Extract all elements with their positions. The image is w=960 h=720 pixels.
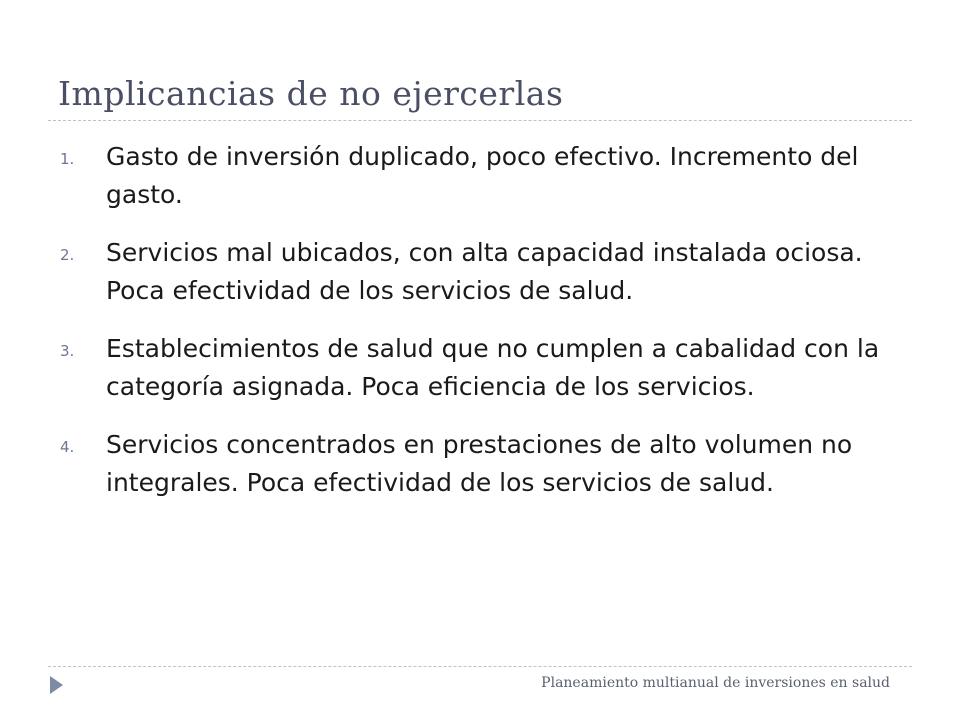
list-item [60,234,900,310]
list-item-number: 2. [60,246,75,264]
list-item-number: 4. [60,438,75,456]
list-item-text: Servicios mal ubicados, con alta capacidad instalada ociosa. Poca efectividad de los servicios de salud. [106,238,863,305]
slide-title: Implicancias de no ejercerlas [58,74,564,113]
list-item-number: 1. [60,150,75,168]
list-item-text: Establecimientos de salud que no cumplen a cabalidad con la categoría asignada. Poca eficiencia de los servicios. [106,334,880,401]
triangle-right-icon [50,676,63,694]
title-divider [48,120,912,121]
footer-divider [48,666,912,667]
list-item-number: 3. [60,342,75,360]
list-item-text: Servicios concentrados en prestaciones de alto volumen no integrales. Poca efectividad de los servicios de salud. [106,430,853,497]
numbered-list [60,138,900,522]
footer-text: Planeamiento multianual de inversiones en salud [541,675,890,691]
list-item [60,138,900,214]
list-item [60,330,900,406]
list-item [60,426,900,502]
list-item-text: Gasto de inversión duplicado, poco efectivo. Incremento del gasto. [106,142,859,209]
